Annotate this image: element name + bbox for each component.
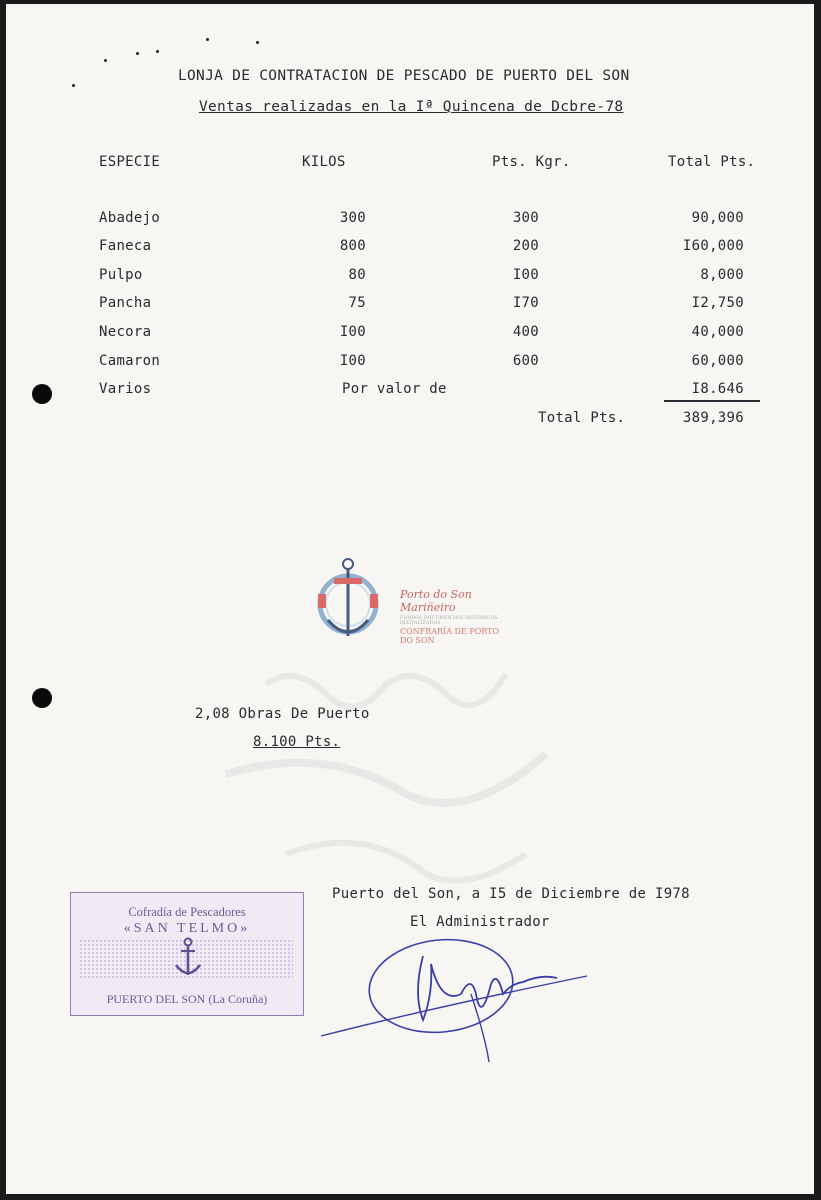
anchor-emblem-icon xyxy=(312,554,392,649)
handwritten-signature xyxy=(311,924,611,1064)
cell-pts-kgr: 600 xyxy=(512,353,539,369)
cell-total: I2,750 xyxy=(691,295,744,311)
stamp-line1: Cofradía de Pescadores xyxy=(128,905,246,919)
document-title: LONJA DE CONTRATACION DE PESCADO DE PUERTO DEL SON xyxy=(178,68,630,84)
cell-kilos: 800 xyxy=(339,238,366,254)
table-row xyxy=(6,238,814,262)
speck xyxy=(156,50,159,53)
cofradia-stamp xyxy=(70,892,304,1016)
logo-tagline: FONDOS DOCUMENTAIS HISTÓRICOS DIXITALIZADOS xyxy=(400,616,498,626)
signer-role: El Administrador xyxy=(410,914,550,930)
table-row xyxy=(6,210,814,234)
obras-amount: 8.100 Pts. xyxy=(253,734,341,750)
archive-logo xyxy=(312,554,512,649)
header-kilos: KILOS xyxy=(302,154,346,170)
binder-hole xyxy=(32,688,52,708)
grand-total-label: Total Pts. xyxy=(538,410,626,426)
cell-especie: Camaron xyxy=(99,353,161,369)
cell-especie: Pancha xyxy=(99,295,152,311)
cell-especie: Necora xyxy=(99,324,152,340)
cell-total: I60,000 xyxy=(682,238,744,254)
header-pts-kgr: Pts. Kgr. xyxy=(492,154,571,170)
faint-watermark xyxy=(206,654,566,914)
speck xyxy=(104,59,107,62)
stamp-line3: PUERTO DEL SON (La Coruña) xyxy=(106,992,268,1006)
table-row xyxy=(6,267,814,291)
binder-hole xyxy=(32,384,52,404)
table-row xyxy=(6,353,814,377)
anchor-icon xyxy=(173,937,203,979)
cell-especie: Abadejo xyxy=(99,210,161,226)
cell-pts-kgr: I00 xyxy=(512,267,539,283)
speck xyxy=(136,52,139,55)
stamp-line2: «SAN TELMO» xyxy=(123,921,251,936)
cell-total: 8,000 xyxy=(700,267,744,283)
cell-total: I8.646 xyxy=(691,381,744,397)
sum-rule xyxy=(664,400,760,402)
place-date: Puerto del Son, a I5 de Diciembre de I978 xyxy=(332,886,690,902)
document-subtitle: Ventas realizadas en la Iª Quincena de Dcbre-78 xyxy=(199,99,624,115)
cell-kilos: I00 xyxy=(339,324,366,340)
cell-especie: Varios xyxy=(99,381,152,397)
table-row xyxy=(6,295,814,319)
logo-name: Porto do Son Mariñeiro xyxy=(400,588,472,614)
cell-pts-kgr: 300 xyxy=(512,210,539,226)
cell-pts-kgr: 200 xyxy=(512,238,539,254)
cell-kilos: 300 xyxy=(339,210,366,226)
cell-total: 90,000 xyxy=(691,210,744,226)
cell-total: 60,000 xyxy=(691,353,744,369)
logo-org: CONFRARÍA DE PORTO DO SON xyxy=(400,627,500,645)
cell-varios-label: Por valor de xyxy=(342,381,447,397)
speck xyxy=(72,84,75,87)
cell-kilos: I00 xyxy=(339,353,366,369)
cell-pts-kgr: I70 xyxy=(512,295,539,311)
cell-kilos: 75 xyxy=(348,295,366,311)
document-page xyxy=(6,4,814,1194)
speck xyxy=(256,41,259,44)
header-especie: ESPECIE xyxy=(99,154,161,170)
cell-pts-kgr: 400 xyxy=(512,324,539,340)
grand-total-value: 389,396 xyxy=(682,410,744,426)
header-total: Total Pts. xyxy=(668,154,756,170)
cell-especie: Faneca xyxy=(99,238,152,254)
table-row xyxy=(6,324,814,348)
cell-total: 40,000 xyxy=(691,324,744,340)
speck xyxy=(206,38,209,41)
cell-kilos: 80 xyxy=(348,267,366,283)
cell-especie: Pulpo xyxy=(99,267,143,283)
obras-line: 2,08 Obras De Puerto xyxy=(195,706,370,722)
